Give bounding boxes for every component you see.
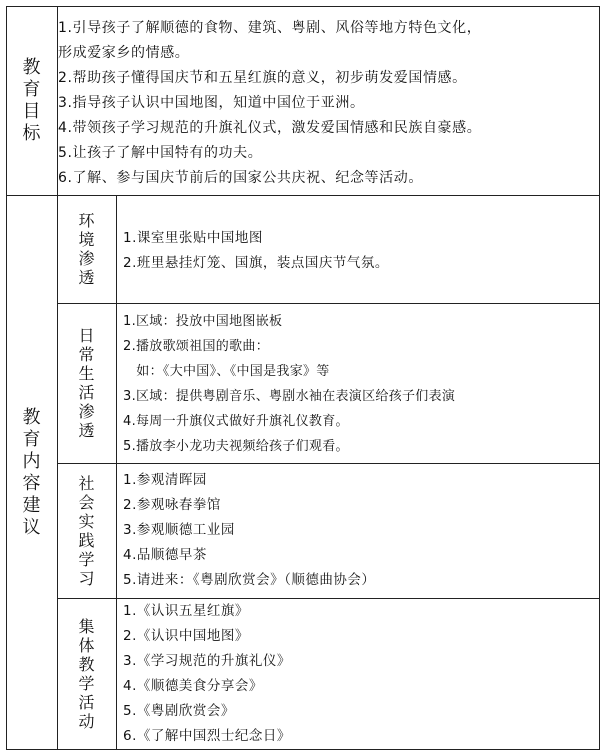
list-item: 2.《认识中国地图》 [123,628,249,644]
section-label-char: 境 [78,230,95,249]
list-item: 1.《认识五星红旗》 [123,603,249,619]
section-label-group-teaching [57,598,116,749]
list-item: 4.每周一升旗仪式做好升旗礼仪教育。 [123,414,349,429]
section-label-char: 环 [78,211,95,230]
goal-item: 形成爱家乡的情感。 [58,45,190,61]
goals-label-char: 目 [22,100,41,122]
list-item: 2.参观咏春拳馆 [123,497,221,513]
list-item: 5.播放李小龙功夫视频给孩子们观看。 [123,439,349,454]
section-label-char: 实 [78,511,95,531]
goals-label-char: 教 [22,56,41,78]
section-label-char: 日 [78,326,95,345]
goals-list [58,16,598,191]
content-label-char: 内 [22,450,41,472]
section-label-char: 学 [78,673,95,693]
list-item: 2.班里悬挂灯笼、国旗，装点国庆节气氛。 [123,255,389,271]
section-label-char: 动 [78,711,95,731]
goals-label [6,6,57,195]
section-label-char: 透 [78,268,95,287]
list-item: 4.品顺德早茶 [123,547,207,563]
list-item: 4.《顺德美食分享会》 [123,678,263,694]
section-items-environment [123,226,593,276]
list-item: 6.《了解中国烈士纪念日》 [123,728,291,744]
list-item: 1.参观清晖园 [123,472,207,488]
section-label-char: 习 [78,568,95,588]
section-items-social-practice [123,468,593,593]
list-item: 3.参观顺德工业园 [123,522,235,538]
goals-label-char: 标 [22,122,41,144]
content-label-char: 议 [22,516,41,538]
goal-item: 4.带领孩子学习规范的升旗礼仪式，激发爱国情感和民族自豪感。 [58,120,482,136]
goal-item: 6.了解、参与国庆节前后的国家公共庆祝、纪念等活动。 [58,170,423,186]
list-item: 2.播放歌颂祖国的歌曲： [123,339,270,354]
list-item: 3.区域：提供粤剧音乐、粤剧水袖在表演区给孩子们表演 [123,389,456,404]
content-label-char: 建 [22,494,41,516]
section-label-social-practice [57,463,116,598]
list-item: 5.《粤剧欣赏会》 [123,703,235,719]
section-label-char: 常 [78,345,95,364]
section-label-char: 践 [78,530,95,550]
section-label-char: 渗 [78,402,95,421]
section-label-char: 渗 [78,249,95,268]
section-label-char: 透 [78,421,95,440]
section-items-group-teaching [123,599,593,749]
section-label-char: 学 [78,549,95,569]
goal-item: 2.帮助孩子懂得国庆节和五星红旗的意义，初步萌发爱国情感。 [58,70,467,86]
section-label-char: 集 [78,616,95,636]
section-items-daily-life [123,309,595,459]
list-item: 1.课室里张贴中国地图 [123,230,263,246]
section-label-char: 活 [78,383,95,402]
content-label-char: 育 [22,428,41,450]
content-label-char: 容 [22,472,41,494]
section-label-daily-life [57,303,116,463]
content-label [6,195,57,750]
goal-item: 5.让孩子了解中国特有的功夫。 [58,145,263,161]
section-label-char: 会 [78,492,95,512]
goals-label-char: 育 [22,78,41,100]
section-label-char: 生 [78,364,95,383]
section-label-char: 体 [78,635,95,655]
section-label-char: 教 [78,654,95,674]
section-label-char: 活 [78,692,95,712]
list-item: 1.区域：投放中国地图嵌板 [123,314,283,329]
goal-item: 1.引导孩子了解顺德的食物、建筑、粤剧、风俗等地方特色文化， [58,20,482,36]
goal-item: 3.指导孩子认识中国地图，知道中国位于亚洲。 [58,95,365,111]
list-item: 如：《大中国》、《中国是我家》等 [123,364,330,379]
list-item: 5.请进来：《粤剧欣赏会》（顺德曲协会） [123,572,376,588]
list-item: 3.《学习规范的升旗礼仪》 [123,653,291,669]
section-label-environment [57,195,116,303]
section-label-char: 社 [78,473,95,493]
content-label-char: 教 [22,406,41,428]
